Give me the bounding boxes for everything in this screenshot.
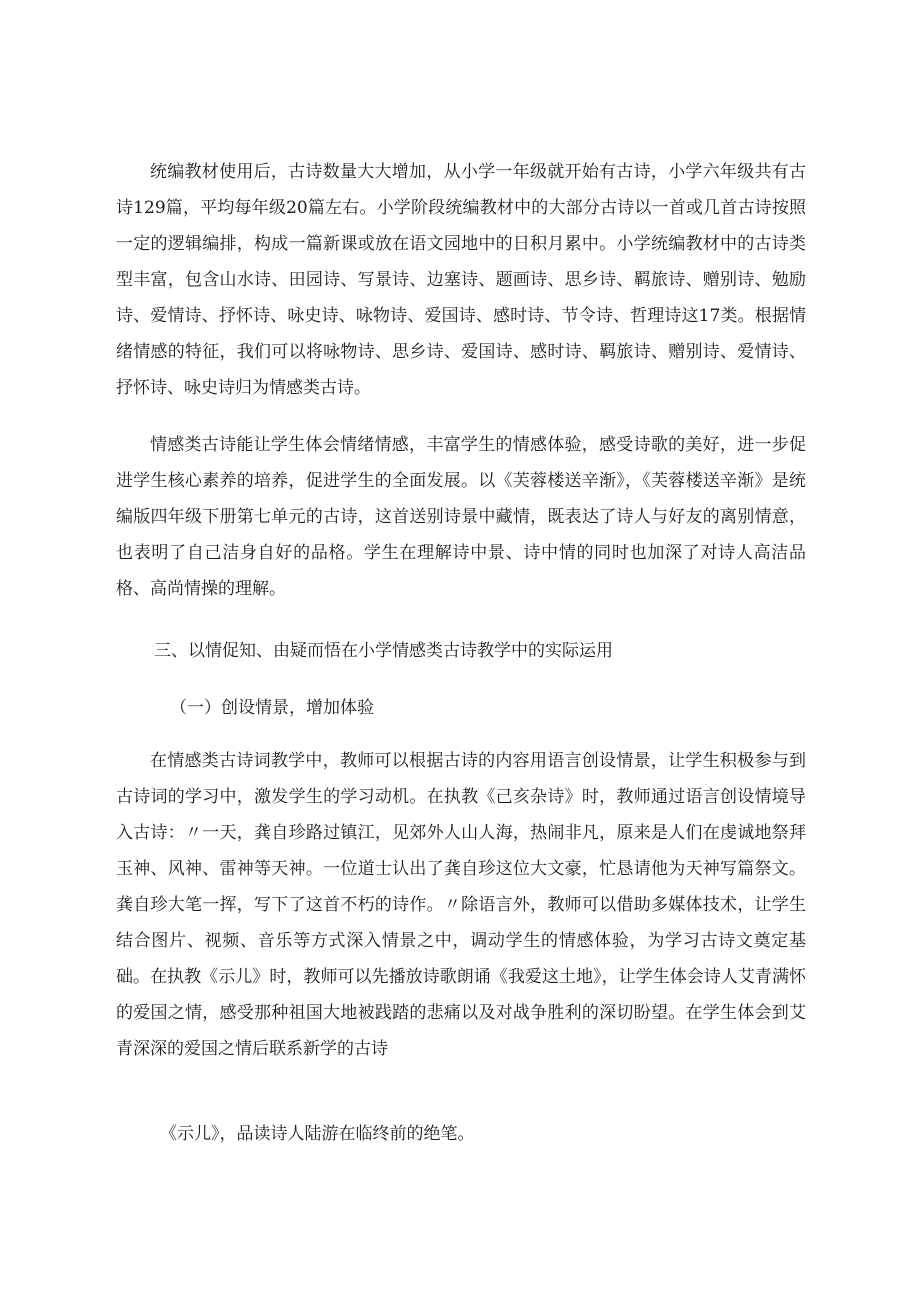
- body-paragraph-closing-line: 《示儿》，品读诗人陆游在临终前的绝笔。: [160, 1124, 475, 1144]
- section-heading: 三、以情促知、由疑而悟在小学情感类古诗教学中的实际运用: [154, 641, 613, 661]
- body-paragraph-emotional-poems: 情感类古诗能让学生体会情绪情感，丰富学生的情感体验，感受诗歌的美好，进一步促进学生核心素养的培养，促进学生的全面发展。以《芙蓉楼送辛渐》，《芙蓉楼送辛渐》是统编版四年级下册第七单元的古诗，这首送别诗景中藏情，既表达了诗人与好友的离别情意，也表明了自己洁身自好的品格。学生在理解诗中景、诗中情的同时也加深了对诗人高洁品格、高尚情操的理解。: [116, 435, 806, 599]
- body-paragraph-create-scenario: 在情感类古诗词教学中，教师可以根据古诗的内容用语言创设情景，让学生积极参与到古诗词的学习中，激发学生的学习动机。在执教《己亥杂诗》时，教师通过语言创设情境导入古诗：〃一天，龚自珍路过镇江，见郊外人山人海，热闹非凡，原来是人们在虔诚地祭拜玉神、风神、雷神等天神。一位道士认出了龚自珍这位大文豪，忙恳请他为天神写篇祭文。龚自珍大笔一挥，写下了这首不朽的诗作。〃除语言外，教师可以借助多媒体技术，让学生结合图片、视频、音乐等方式深入情景之中，调动学生的情感体验，为学习古诗文奠定基础。在执教《示儿》时，教师可以先播放诗歌朗诵《我爱这土地》，让学生体会诗人艾青满怀的爱国之情，感受那种祖国大地被践踏的悲痛以及对战争胜利的深切盼望。在学生体会到艾青深深的爱国之情后联系新学的古诗: [116, 751, 806, 1059]
- body-paragraph-textbook-poems: 统编教材使用后，古诗数量大大增加，从小学一年级就开始有古诗，小学六年级共有古诗129篇，平均每年级20篇左右。小学阶段统编教材中的大部分古诗以一首或几首古诗按照一定的逻辑编排，构成一篇新课或放在语文园地中的日积月累中。小学统编教材中的古诗类型丰富，包含山水诗、田园诗、写景诗、边塞诗、题画诗、思乡诗、羁旅诗、赠别诗、勉励诗、爱情诗、抒怀诗、咏史诗、咏物诗、爱国诗、感时诗、节令诗、哲理诗这17类。根据情绪情感的特征，我们可以将咏物诗、思乡诗、爱国诗、感时诗、羁旅诗、赠别诗、爱情诗、抒怀诗、咏史诗归为情感类古诗。: [116, 162, 806, 398]
- subsection-heading: （一）创设情景，增加体验: [170, 698, 374, 718]
